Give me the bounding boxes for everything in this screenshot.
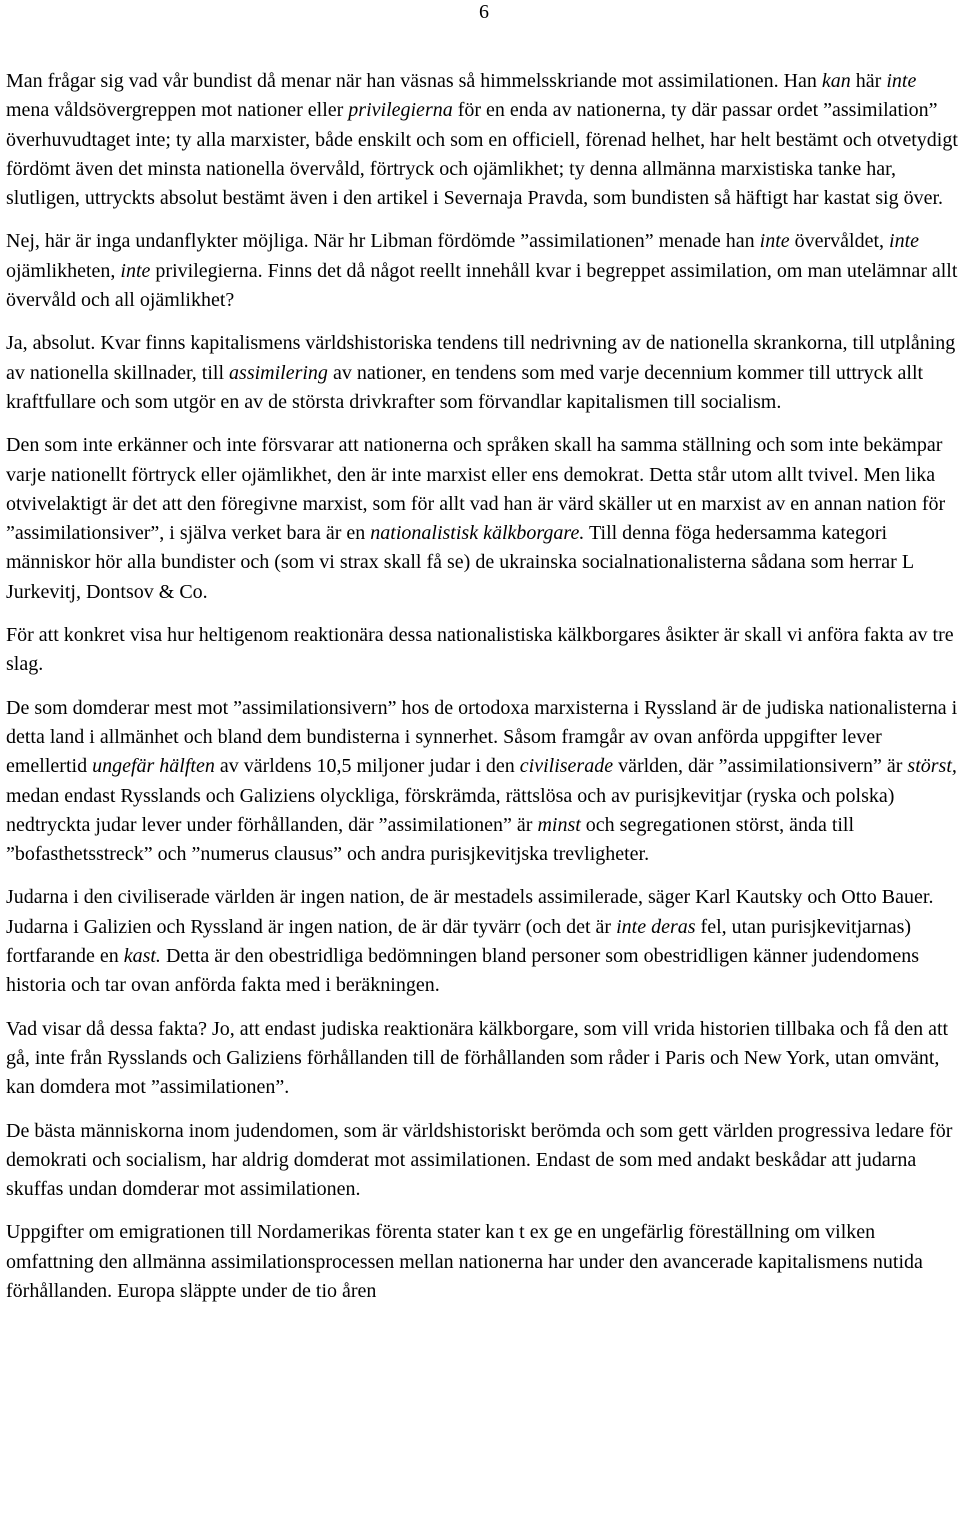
paragraph xyxy=(6,1015,958,1103)
emphasis-text: inte xyxy=(759,230,790,253)
paragraph xyxy=(6,431,958,607)
paragraph-text: privilegierna. Finns det då något reellt innehåll kvar i begreppet assimilation, om man utelämnar allt övervåld och all ojämlikhet? xyxy=(6,259,958,312)
emphasis-text: inte xyxy=(120,259,151,282)
paragraph-text: av världens 10,5 miljoner judar i den xyxy=(214,755,520,778)
paragraph xyxy=(6,227,958,315)
paragraph-text: övervåldet, xyxy=(789,230,890,253)
emphasis-text: privilegierna xyxy=(348,99,453,122)
document-body xyxy=(6,67,958,1320)
emphasis-text: civiliserade xyxy=(519,755,614,778)
paragraph xyxy=(6,621,958,680)
paragraph-text: Nej, här är inga undanflykter möjliga. När hr Libman fördömde ”assimilationen” menade han xyxy=(6,230,760,253)
paragraph xyxy=(6,67,958,213)
paragraph-text: Den som inte erkänner och inte försvarar att nationerna och språken skall ha samma ställning och som inte bekämpar varje nationellt förtryck eller ojämlikhet, den är inte marxist eller ens demokrat. Detta står utom allt tvivel. Men lika otvivelaktigt är det att den föregivne marxist, som för allt vad han är värd skäller ut en marxist av en annan nation för ”assimilationsiver”, i själva verket bara är en xyxy=(6,434,946,545)
paragraph xyxy=(6,883,958,1000)
paragraph-text: av nationer, en tendens som med varje decennium kommer till uttryck allt kraftfullare och som utgör en av de största drivkrafter som förvandlar kapitalismen till socialism. xyxy=(6,361,924,413)
paragraph-text: De som domderar mest mot ”assimilationsivern” hos de ortodoxa marxisterna i Ryssland är de judiska nationalisterna i detta land i allmänhet och bland dem bundisterna i synnerhet. Såsom framgår av ovan anförda uppgifter lever emellertid xyxy=(6,696,958,778)
emphasis-text: inte xyxy=(889,230,920,253)
paragraph-text: fel, utan purisjkevitjarnas) fortfarande en xyxy=(6,915,912,968)
emphasis-text: minst xyxy=(537,813,581,836)
paragraph xyxy=(6,329,958,417)
emphasis-text: inte deras xyxy=(616,915,696,938)
paragraph-text: Till denna föga hedersamma kategori människor hör alla bundister och (som vi strax skall få se) de ukrainska socialnationalisterna sådana som herrar L Jurkevitj, Dontsov & Co. xyxy=(6,522,914,603)
paragraph-text: Man frågar sig vad vår bundist då menar när han väsnas så himmelsskriande mot assimilationen. Han xyxy=(6,70,822,92)
paragraph-text: Judarna i den civiliserade världen är ingen nation, de är mestadels assimilerade, säger Karl Kautsky och Otto Bauer. Judarna i Galizien och Ryssland är ingen nation, de är där tyvärr (och det är xyxy=(6,886,934,938)
paragraph-text: ojämlikheten, xyxy=(6,259,121,282)
emphasis-text: ungefär hälften xyxy=(92,755,215,778)
paragraph xyxy=(6,1117,958,1205)
paragraph xyxy=(6,694,958,870)
paragraph-text: för en enda av nationerna, ty där passar ordet ”assimilation” överhuvudtaget inte; ty alla marxister, både enskilt och som en officiell, förenad helhet, har helt bestämt och otvetydigt fördömt även det minsta nationella övervåld, förtryck och ojämlikhet; ty denna allmänna marxistiska tanke har, slutligen, uttryckts absolut bestämt även i den artikel i Severnaja Pravda, som bundisten så häftigt har kastat sig över. xyxy=(6,99,958,210)
emphasis-text: inte xyxy=(886,70,917,92)
paragraph-text: Ja, absolut. Kvar finns kapitalismens världshistoriska tendens till nedrivning av de nationella skrankorna, till utplåning av nationella skillnader, till xyxy=(6,332,956,384)
paragraph-text: Uppgifter om emigrationen till Nordamerikas förenta stater kan t ex ge en ungefärlig föreställning om vilken omfattning den allmänna assimilationsprocessen mellan nationerna har under den avancerade kapitalismens nutida förhållanden. Europa släppte under de tio åren xyxy=(6,1221,923,1302)
paragraph-text: Detta är den obestridliga bedömningen bland personer som obestridligen känner judendomens historia och tar ovan anförda fakta med i beräkningen. xyxy=(6,945,920,997)
paragraph-text: här xyxy=(850,70,887,92)
paragraph-text: För att konkret visa hur heltigenom reaktionära dessa nationalistiska kälkborgares åsikter är skall vi anföra fakta av tre slag. xyxy=(6,624,954,676)
emphasis-text: assimilering xyxy=(229,361,328,384)
emphasis-text: kast. xyxy=(123,945,161,968)
paragraph xyxy=(6,1218,958,1306)
emphasis-text: störst, xyxy=(907,755,957,778)
paragraph-text: och segregationen störst, ända till ”bofasthetsstreck” och ”numerus clausus” och andra purisjkevitjska trevligheter. xyxy=(6,813,855,866)
page-number: 6 xyxy=(479,1,489,23)
emphasis-text: nationalistisk kälkborgare. xyxy=(370,522,585,545)
paragraph-text: De bästa människorna inom judendomen, som är världshistoriskt berömda och som gett världen progressiva ledare för demokrati och socialism, har aldrig domderat mot assimilationen. Endast de som med andakt beskådar att judarna skuffas undan domderar mot assimilationen. xyxy=(6,1119,953,1201)
paragraph-text: Vad visar då dessa fakta? Jo, att endast judiska reaktionära kälkborgare, som vill vrida historien tillbaka och få den att gå, inte från Rysslands och Galiziens förhållanden till de förhållanden som råder i Paris och New York, utan omvänt, kan domdera mot ”assimilationen”. xyxy=(6,1017,949,1099)
paragraph-text: världen, där ”assimilationsivern” är xyxy=(613,755,908,778)
paragraph-text: mena våldsövergreppen mot nationer eller xyxy=(6,99,349,122)
emphasis-text: kan xyxy=(821,70,851,92)
paragraph-text: medan endast Rysslands och Galiziens olyckliga, förskrämda, rättslösa och av purisjkevitjar (ryska och polska) nedtryckta judar lever under förhållanden, där ”assimilationen” är xyxy=(6,784,895,836)
